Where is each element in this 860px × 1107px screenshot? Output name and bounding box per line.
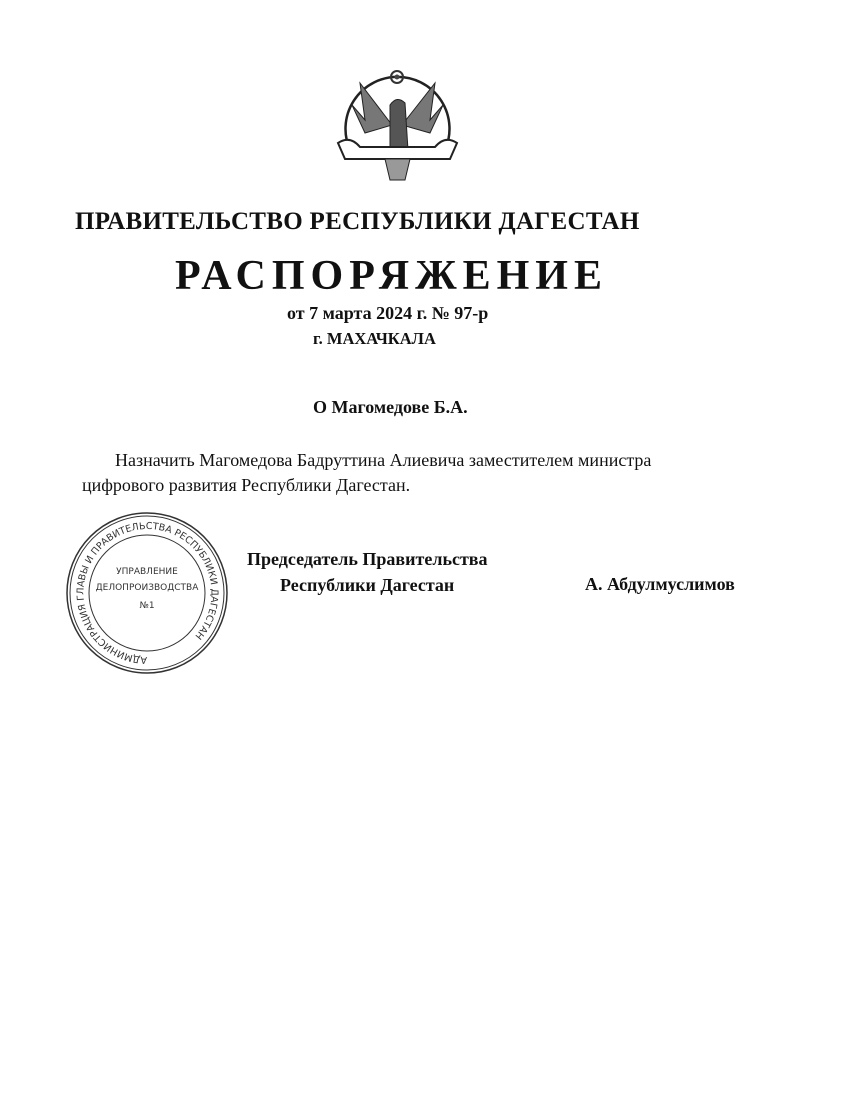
city: г. МАХАЧКАЛА	[313, 329, 436, 348]
date-and-number: от 7 марта 2024 г. № 97-р	[287, 303, 489, 323]
stamp-ring-text: АДМИНИСТРАЦИЯ ГЛАВЫ И ПРАВИТЕЛЬСТВА РЕСПУБЛИКИ ДАГЕСТАН	[75, 520, 220, 666]
subject-heading: О Магомедове Б.А.	[313, 397, 468, 417]
order-text-line-1: Назначить Магомедова Бадруттина Алиевича заместителем министра	[115, 450, 652, 470]
signatory-position-line-2: Республики Дагестан	[280, 575, 455, 595]
official-stamp	[60, 508, 235, 678]
stamp-number: №1	[139, 601, 155, 611]
stamp-line-2: ДЕЛОПРОИЗВОДСТВА	[95, 583, 199, 593]
order-text-line-2: цифрового развития Республики Дагестан.	[82, 475, 411, 495]
issuing-authority: ПРАВИТЕЛЬСТВО РЕСПУБЛИКИ ДАГЕСТАН	[75, 208, 640, 235]
document-type-title: РАСПОРЯЖЕНИЕ	[175, 253, 608, 299]
signatory-name: А. Абдулмуслимов	[585, 574, 735, 594]
coat-of-arms-emblem	[330, 55, 465, 195]
signatory-position-line-1: Председатель Правительства	[247, 549, 488, 569]
stamp-line-1: УПРАВЛЕНИЕ	[116, 567, 178, 577]
